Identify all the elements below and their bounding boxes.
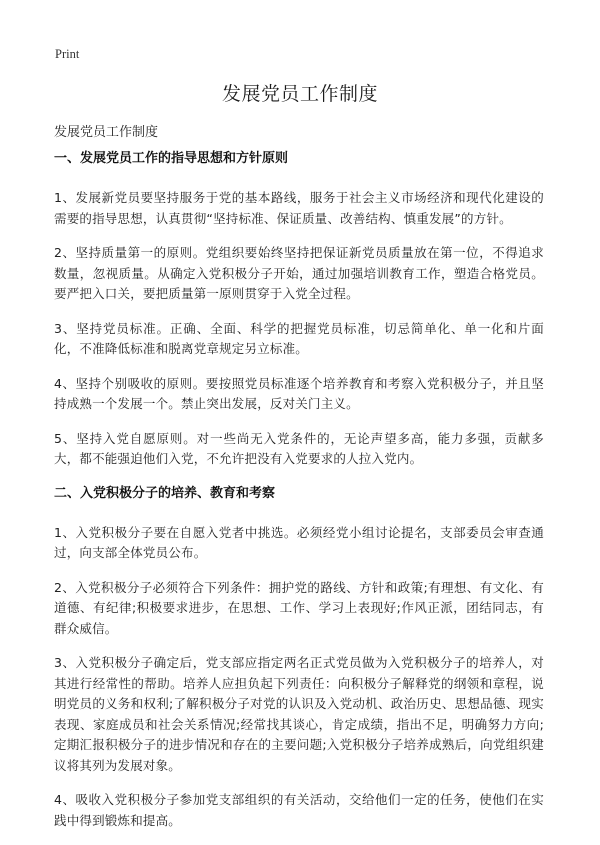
section-guiding-principles	[54, 149, 544, 470]
paragraph: 1、入党积极分子要在自愿入党者中挑选。必须经党小组讨论提名，支部委员会审查通过，向支部全体党员公布。	[54, 524, 544, 560]
print-label[interactable]: Print	[55, 47, 80, 61]
document-body	[54, 149, 544, 845]
paragraph: 4、坚持个别吸收的原则。要按照党员标准逐个培养教育和考察入党积极分子，并且坚持成熟一个发展一个。禁止突出发展，反对关门主义。	[54, 375, 544, 411]
document-title: 发展党员工作制度	[221, 83, 378, 105]
paragraph: 5、坚持入党自愿原则。对一些尚无入党条件的，无论声望多高，能力多强，贡献多大，都不能强迫他们入党，不允许把没有入党要求的人拉入党内。	[54, 430, 544, 466]
paragraph: 2、坚持质量第一的原则。党组织要始终坚持把保证新党员质量放在第一位，不得追求数量，忽视质量。从确定入党积极分子开始，通过加强培训教育工作，塑造合格党员。要严把入口关，要把质量第一原则贯穿于入党全过程。	[54, 245, 544, 301]
document-subtitle: 发展党员工作制度	[54, 125, 159, 140]
section-activist-training	[54, 484, 544, 832]
section-heading: 二、入党积极分子的培养、教育和考察	[54, 485, 276, 501]
paragraph: 4、吸收入党积极分子参加党支部组织的有关活动，交给他们一定的任务，使他们在实践中得到锻炼和提高。	[54, 792, 544, 828]
paragraph: 2、入党积极分子必须符合下列条件：拥护党的路线、方针和政策;有理想、有文化、有道德、有纪律;积极要求进步，在思想、工作、学习上表现好;作风正派，团结同志，有群众威信。	[54, 579, 544, 636]
paragraph: 3、入党积极分子确定后，党支部应指定两名正式党员做为入党积极分子的培养人，对其进行经常性的帮助。培养人应担负起下列责任：向积极分子解释党的纲领和章程，说明党员的义务和权利;了解积极分子对党的认识及入党动机、政治历史、思想品德、现实表现、家庭成员和社会关系情况;经常找其谈心，肯定成绩，指出不足，明确努力方向;定期汇报积极分子的进步情况和存在的主要问题;入党积极分子培养成熟后，向党组织建议将其列为发展对象。	[54, 655, 544, 773]
paragraph: 1、发展新党员要坚持服务于党的基本路线，服务于社会主义市场经济和现代化建设的需要的指导思想，认真贯彻“坚持标准、保证质量、改善结构、慎重发展”的方针。	[54, 190, 544, 226]
paragraph: 3、坚持党员标准。正确、全面、科学的把握党员标准，切忌简单化、单一化和片面化，不准降低标准和脱离党章规定另立标准。	[54, 320, 544, 356]
section-heading: 一、发展党员工作的指导思想和方针原则	[54, 151, 289, 166]
